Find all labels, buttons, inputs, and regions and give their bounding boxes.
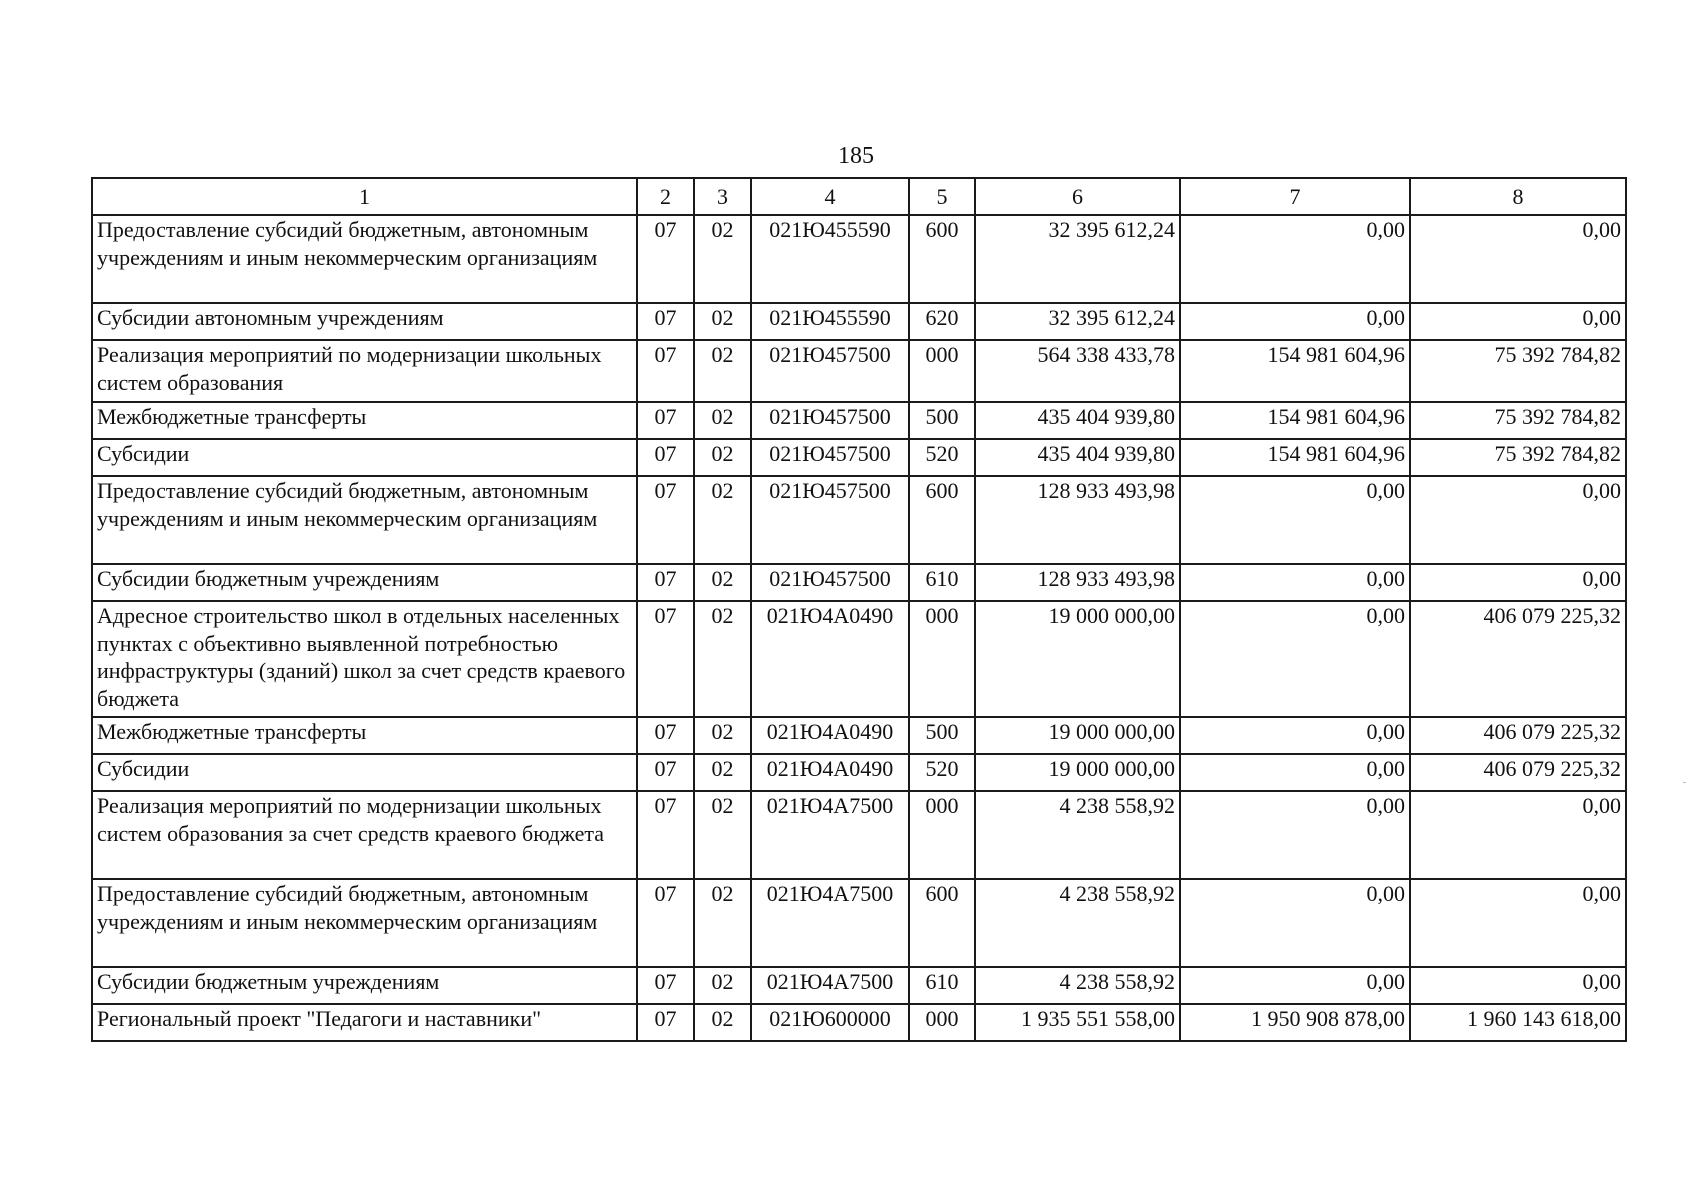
section-code: 07 bbox=[637, 303, 694, 340]
amount-col-6: 32 395 612,24 bbox=[975, 215, 1180, 303]
table-row bbox=[92, 791, 1626, 879]
amount-col-8: 1 960 143 618,00 bbox=[1410, 1004, 1626, 1041]
section-code: 07 bbox=[637, 754, 694, 791]
page-number: 185 bbox=[838, 143, 874, 169]
target-article-code: 021Ю4А0490 bbox=[751, 754, 909, 791]
section-code: 07 bbox=[637, 879, 694, 967]
amount-col-7: 0,00 bbox=[1180, 791, 1410, 879]
amount-col-6: 19 000 000,00 bbox=[975, 754, 1180, 791]
row-name: Предоставление субсидий бюджетным, автономным учреждениям и иным некоммерческим организациям bbox=[92, 879, 637, 967]
table-row bbox=[92, 754, 1626, 791]
subsection-code: 02 bbox=[694, 564, 751, 601]
row-name: Субсидии бюджетным учреждениям bbox=[92, 564, 637, 601]
header-cell: 3 bbox=[694, 178, 751, 215]
expense-type-code: 000 bbox=[909, 791, 975, 879]
header-cell: 8 bbox=[1410, 178, 1626, 215]
target-article-code: 021Ю457500 bbox=[751, 439, 909, 476]
row-name: Реализация мероприятий по модернизации школьных систем образования за счет средств краевого бюджета bbox=[92, 791, 637, 879]
expense-type-code: 000 bbox=[909, 340, 975, 402]
section-code: 07 bbox=[637, 601, 694, 717]
table-row bbox=[92, 303, 1626, 340]
amount-col-6: 1 935 551 558,00 bbox=[975, 1004, 1180, 1041]
row-name: Субсидии bbox=[92, 439, 637, 476]
amount-col-6: 435 404 939,80 bbox=[975, 439, 1180, 476]
budget-table bbox=[91, 177, 1627, 1042]
table-row bbox=[92, 215, 1626, 303]
amount-col-8: 0,00 bbox=[1410, 303, 1626, 340]
amount-col-7: 0,00 bbox=[1180, 601, 1410, 717]
row-name: Субсидии автономным учреждениям bbox=[92, 303, 637, 340]
expense-type-code: 600 bbox=[909, 879, 975, 967]
subsection-code: 02 bbox=[694, 402, 751, 439]
section-code: 07 bbox=[637, 791, 694, 879]
row-name: Предоставление субсидий бюджетным, автономным учреждениям и иным некоммерческим организациям bbox=[92, 215, 637, 303]
header-cell: 5 bbox=[909, 178, 975, 215]
expense-type-code: 600 bbox=[909, 215, 975, 303]
expense-type-code: 500 bbox=[909, 717, 975, 754]
amount-col-7: 154 981 604,96 bbox=[1180, 402, 1410, 439]
row-name: Реализация мероприятий по модернизации школьных систем образования bbox=[92, 340, 637, 402]
amount-col-8: 0,00 bbox=[1410, 215, 1626, 303]
subsection-code: 02 bbox=[694, 476, 751, 564]
amount-col-8: 406 079 225,32 bbox=[1410, 754, 1626, 791]
row-name: Адресное строительство школ в отдельных населенных пунктах с объективно выявленной потребностью инфраструктуры (зданий) школ за счет средств краевого бюджета bbox=[92, 601, 637, 717]
header-cell: 6 bbox=[975, 178, 1180, 215]
subsection-code: 02 bbox=[694, 601, 751, 717]
section-code: 07 bbox=[637, 340, 694, 402]
amount-col-8: 406 079 225,32 bbox=[1410, 717, 1626, 754]
amount-col-7: 0,00 bbox=[1180, 879, 1410, 967]
table-row bbox=[92, 1004, 1626, 1041]
amount-col-8: 75 392 784,82 bbox=[1410, 340, 1626, 402]
subsection-code: 02 bbox=[694, 439, 751, 476]
row-name: Субсидии бюджетным учреждениям bbox=[92, 967, 637, 1004]
section-code: 07 bbox=[637, 439, 694, 476]
amount-col-8: 0,00 bbox=[1410, 879, 1626, 967]
target-article-code: 021Ю4А7500 bbox=[751, 967, 909, 1004]
expense-type-code: 000 bbox=[909, 1004, 975, 1041]
amount-col-6: 435 404 939,80 bbox=[975, 402, 1180, 439]
amount-col-8: 75 392 784,82 bbox=[1410, 402, 1626, 439]
target-article-code: 021Ю457500 bbox=[751, 340, 909, 402]
amount-col-6: 32 395 612,24 bbox=[975, 303, 1180, 340]
section-code: 07 bbox=[637, 967, 694, 1004]
subsection-code: 02 bbox=[694, 340, 751, 402]
row-name: Межбюджетные трансферты bbox=[92, 402, 637, 439]
amount-col-7: 0,00 bbox=[1180, 303, 1410, 340]
subsection-code: 02 bbox=[694, 717, 751, 754]
header-cell: 2 bbox=[637, 178, 694, 215]
subsection-code: 02 bbox=[694, 1004, 751, 1041]
amount-col-7: 154 981 604,96 bbox=[1180, 340, 1410, 402]
amount-col-8: 75 392 784,82 bbox=[1410, 439, 1626, 476]
amount-col-7: 0,00 bbox=[1180, 717, 1410, 754]
subsection-code: 02 bbox=[694, 967, 751, 1004]
scan-speck bbox=[1683, 782, 1686, 783]
amount-col-6: 564 338 433,78 bbox=[975, 340, 1180, 402]
amount-col-7: 1 950 908 878,00 bbox=[1180, 1004, 1410, 1041]
amount-col-6: 19 000 000,00 bbox=[975, 601, 1180, 717]
amount-col-6: 128 933 493,98 bbox=[975, 476, 1180, 564]
section-code: 07 bbox=[637, 564, 694, 601]
target-article-code: 021Ю457500 bbox=[751, 564, 909, 601]
expense-type-code: 610 bbox=[909, 564, 975, 601]
amount-col-7: 0,00 bbox=[1180, 215, 1410, 303]
row-name: Региональный проект "Педагоги и наставники" bbox=[92, 1004, 637, 1041]
target-article-code: 021Ю4А0490 bbox=[751, 601, 909, 717]
subsection-code: 02 bbox=[694, 215, 751, 303]
header-cell: 4 bbox=[751, 178, 909, 215]
subsection-code: 02 bbox=[694, 754, 751, 791]
section-code: 07 bbox=[637, 476, 694, 564]
target-article-code: 021Ю457500 bbox=[751, 476, 909, 564]
target-article-code: 021Ю4А7500 bbox=[751, 791, 909, 879]
amount-col-8: 406 079 225,32 bbox=[1410, 601, 1626, 717]
amount-col-7: 154 981 604,96 bbox=[1180, 439, 1410, 476]
amount-col-7: 0,00 bbox=[1180, 564, 1410, 601]
table-row bbox=[92, 439, 1626, 476]
amount-col-7: 0,00 bbox=[1180, 967, 1410, 1004]
table-header-row bbox=[92, 178, 1626, 215]
target-article-code: 021Ю455590 bbox=[751, 215, 909, 303]
header-cell: 1 bbox=[92, 178, 637, 215]
section-code: 07 bbox=[637, 717, 694, 754]
table-row bbox=[92, 564, 1626, 601]
row-name: Межбюджетные трансферты bbox=[92, 717, 637, 754]
subsection-code: 02 bbox=[694, 791, 751, 879]
target-article-code: 021Ю455590 bbox=[751, 303, 909, 340]
amount-col-6: 128 933 493,98 bbox=[975, 564, 1180, 601]
table-row bbox=[92, 879, 1626, 967]
table-row bbox=[92, 476, 1626, 564]
amount-col-8: 0,00 bbox=[1410, 564, 1626, 601]
row-name: Субсидии bbox=[92, 754, 637, 791]
expense-type-code: 610 bbox=[909, 967, 975, 1004]
row-name: Предоставление субсидий бюджетным, автономным учреждениям и иным некоммерческим организациям bbox=[92, 476, 637, 564]
amount-col-6: 19 000 000,00 bbox=[975, 717, 1180, 754]
subsection-code: 02 bbox=[694, 879, 751, 967]
target-article-code: 021Ю457500 bbox=[751, 402, 909, 439]
section-code: 07 bbox=[637, 215, 694, 303]
amount-col-6: 4 238 558,92 bbox=[975, 967, 1180, 1004]
target-article-code: 021Ю600000 bbox=[751, 1004, 909, 1041]
amount-col-7: 0,00 bbox=[1180, 476, 1410, 564]
subsection-code: 02 bbox=[694, 303, 751, 340]
amount-col-6: 4 238 558,92 bbox=[975, 879, 1180, 967]
table-row bbox=[92, 402, 1626, 439]
header-cell: 7 bbox=[1180, 178, 1410, 215]
amount-col-8: 0,00 bbox=[1410, 967, 1626, 1004]
table-row bbox=[92, 601, 1626, 717]
section-code: 07 bbox=[637, 1004, 694, 1041]
amount-col-8: 0,00 bbox=[1410, 476, 1626, 564]
amount-col-6: 4 238 558,92 bbox=[975, 791, 1180, 879]
expense-type-code: 520 bbox=[909, 754, 975, 791]
expense-type-code: 600 bbox=[909, 476, 975, 564]
expense-type-code: 620 bbox=[909, 303, 975, 340]
table-row bbox=[92, 340, 1626, 402]
amount-col-8: 0,00 bbox=[1410, 791, 1626, 879]
target-article-code: 021Ю4А7500 bbox=[751, 879, 909, 967]
table-row bbox=[92, 967, 1626, 1004]
amount-col-7: 0,00 bbox=[1180, 754, 1410, 791]
table-row bbox=[92, 717, 1626, 754]
expense-type-code: 000 bbox=[909, 601, 975, 717]
expense-type-code: 500 bbox=[909, 402, 975, 439]
section-code: 07 bbox=[637, 402, 694, 439]
target-article-code: 021Ю4А0490 bbox=[751, 717, 909, 754]
expense-type-code: 520 bbox=[909, 439, 975, 476]
